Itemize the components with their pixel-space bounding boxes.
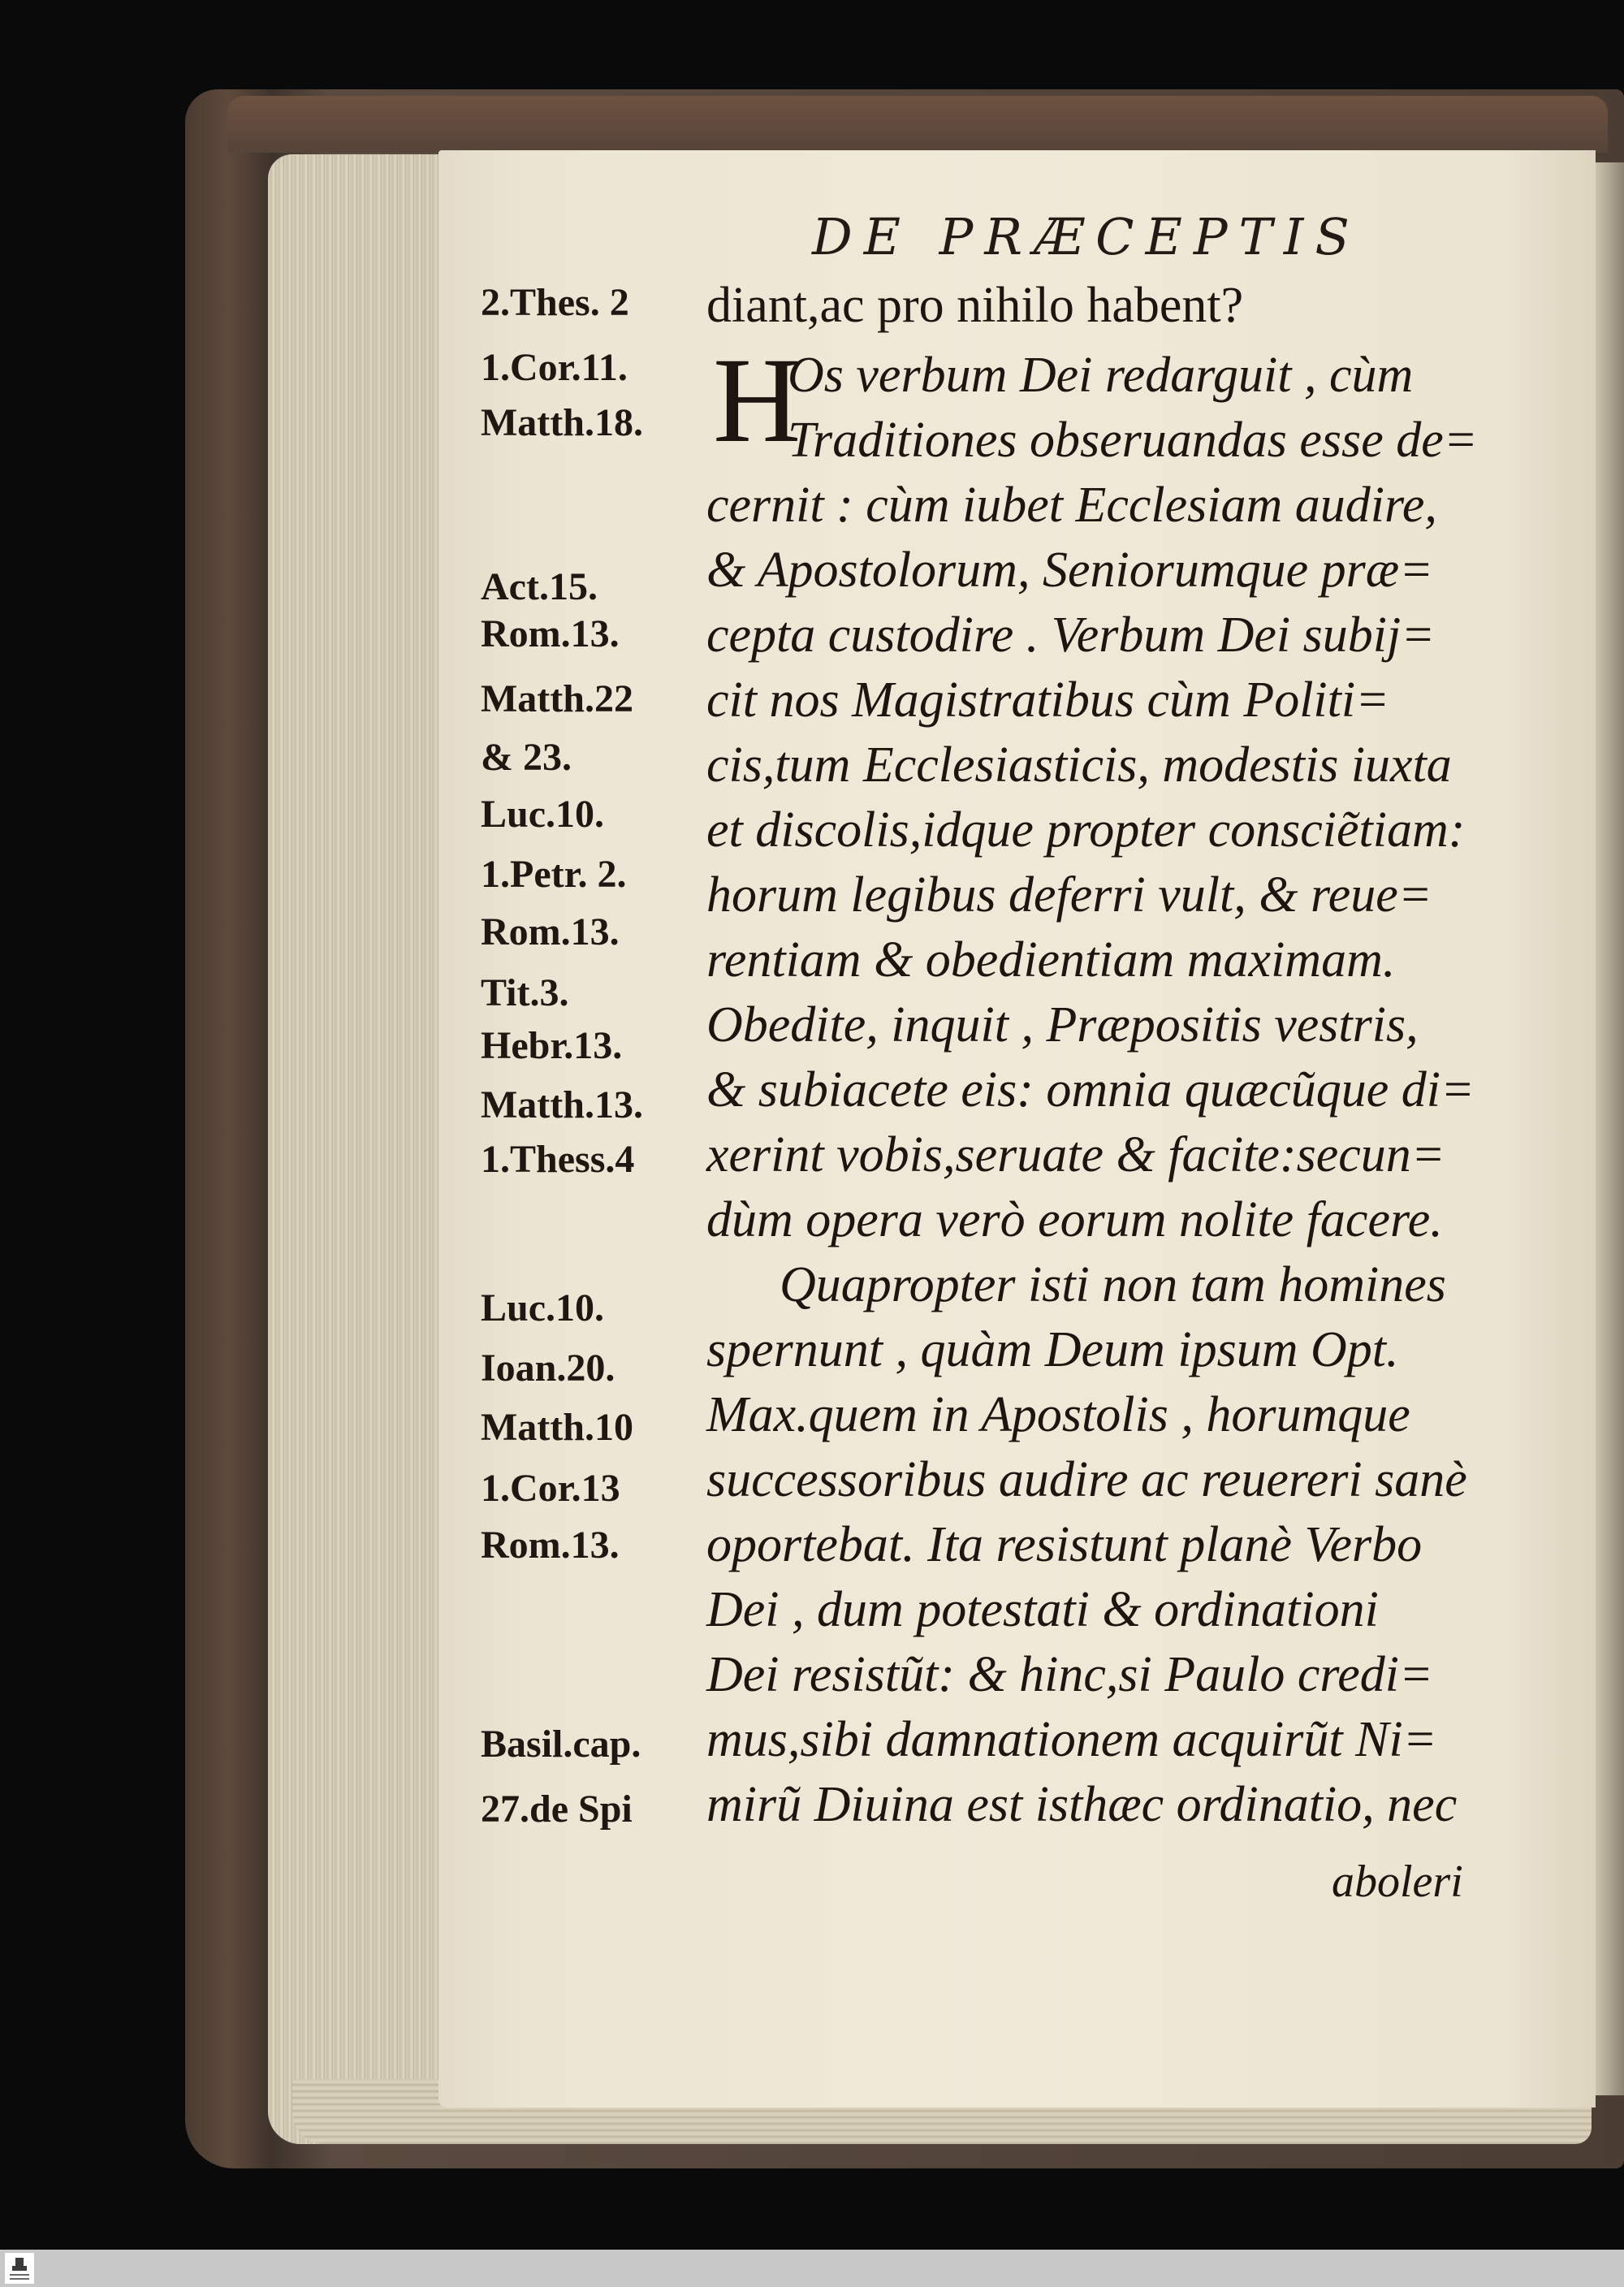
text-line: horum legibus deferri vult, & reue= [706, 867, 1432, 923]
text-line: et discolis,idque propter consciẽtiam: [706, 802, 1466, 858]
margin-note: Tit.3. [481, 971, 569, 1014]
text-line: diant,ac pro nihilo habent? [706, 278, 1244, 333]
margin-note: 1.Petr. 2. [481, 853, 627, 896]
margin-note: Rom.13. [481, 612, 620, 655]
text-line: & Apostolorum, Seniorumque præ= [706, 543, 1433, 598]
running-head: DE PRÆCEPTIS [812, 207, 1361, 266]
margin-note: & 23. [481, 736, 572, 779]
margin-note: Matth.13. [481, 1083, 643, 1126]
text-line: spernunt , quàm Deum ipsum Opt. [706, 1322, 1399, 1377]
text-line: mus,sibi damnationem acquirũt Ni= [706, 1712, 1437, 1767]
margin-note: Luc.10. [481, 1286, 605, 1329]
margin-note: Ioan.20. [481, 1347, 615, 1390]
text-line: mirũ Diuina est isthæc ordinatio, nec [706, 1777, 1458, 1832]
text-line: oportebat. Ita resistunt planè Verbo [706, 1517, 1423, 1572]
text-line: successoribus audire ac reuereri sanè [706, 1452, 1467, 1507]
text-line: & subiacete eis: omnia quæcũque di= [706, 1062, 1475, 1118]
drop-cap: H [713, 333, 801, 468]
text-line: cepta custodire . Verbum Dei subij= [706, 607, 1436, 663]
text-line: cis,tum Ecclesiasticis, modestis iuxta [706, 737, 1452, 793]
margin-note: Matth.18. [481, 401, 643, 444]
text-line: Dei , dum potestati & ordinationi [706, 1582, 1379, 1637]
margin-note: Act.15. [481, 565, 598, 608]
margin-note: Matth.10 [481, 1406, 633, 1449]
footer-bar [0, 2250, 1624, 2287]
text-line: dùm opera verò eorum nolite facere. [706, 1192, 1443, 1247]
text-line: Traditiones obseruandas esse de= [788, 413, 1478, 468]
catchword: aboleri [1332, 1857, 1463, 1907]
margin-note: Hebr.13. [481, 1024, 623, 1067]
text-line: cit nos Magistratibus cùm Politi= [706, 672, 1389, 728]
text-line: xerint vobis,seruate & facite:secun= [706, 1127, 1445, 1182]
margin-note: Matth.22 [481, 677, 633, 720]
margin-note: Basil.cap. [481, 1723, 641, 1766]
margin-note: 1.Cor.13 [481, 1467, 620, 1510]
text-line: rentiam & obedientiam maximam. [706, 932, 1396, 988]
text-line: Dei resistũt: & hinc,si Paulo credi= [706, 1647, 1433, 1702]
book-binding-top [227, 96, 1608, 153]
margin-note: 1.Cor.11. [481, 346, 628, 389]
margin-note: Rom.13. [481, 910, 620, 953]
margin-note: 27.de Spi [481, 1788, 633, 1831]
text-line: Quapropter isti non tam homines [780, 1257, 1446, 1312]
text-line: Obedite, inquit , Præpositis vestris, [706, 997, 1419, 1053]
text-line: cernit : cùm iubet Ecclesiam audire, [706, 478, 1437, 533]
margin-note: Luc.10. [481, 793, 605, 836]
margin-note: 2.Thes. 2 [481, 281, 629, 324]
margin-note: 1.Thess.4 [481, 1138, 635, 1181]
library-logo-icon [5, 2253, 34, 2284]
text-line: Os verbum Dei redarguit , cùm [788, 348, 1414, 403]
facing-page-edge [1596, 162, 1624, 2095]
text-line: Max.quem in Apostolis , horumque [706, 1387, 1410, 1442]
margin-note: Rom.13. [481, 1524, 620, 1567]
page-edges [268, 154, 463, 2144]
